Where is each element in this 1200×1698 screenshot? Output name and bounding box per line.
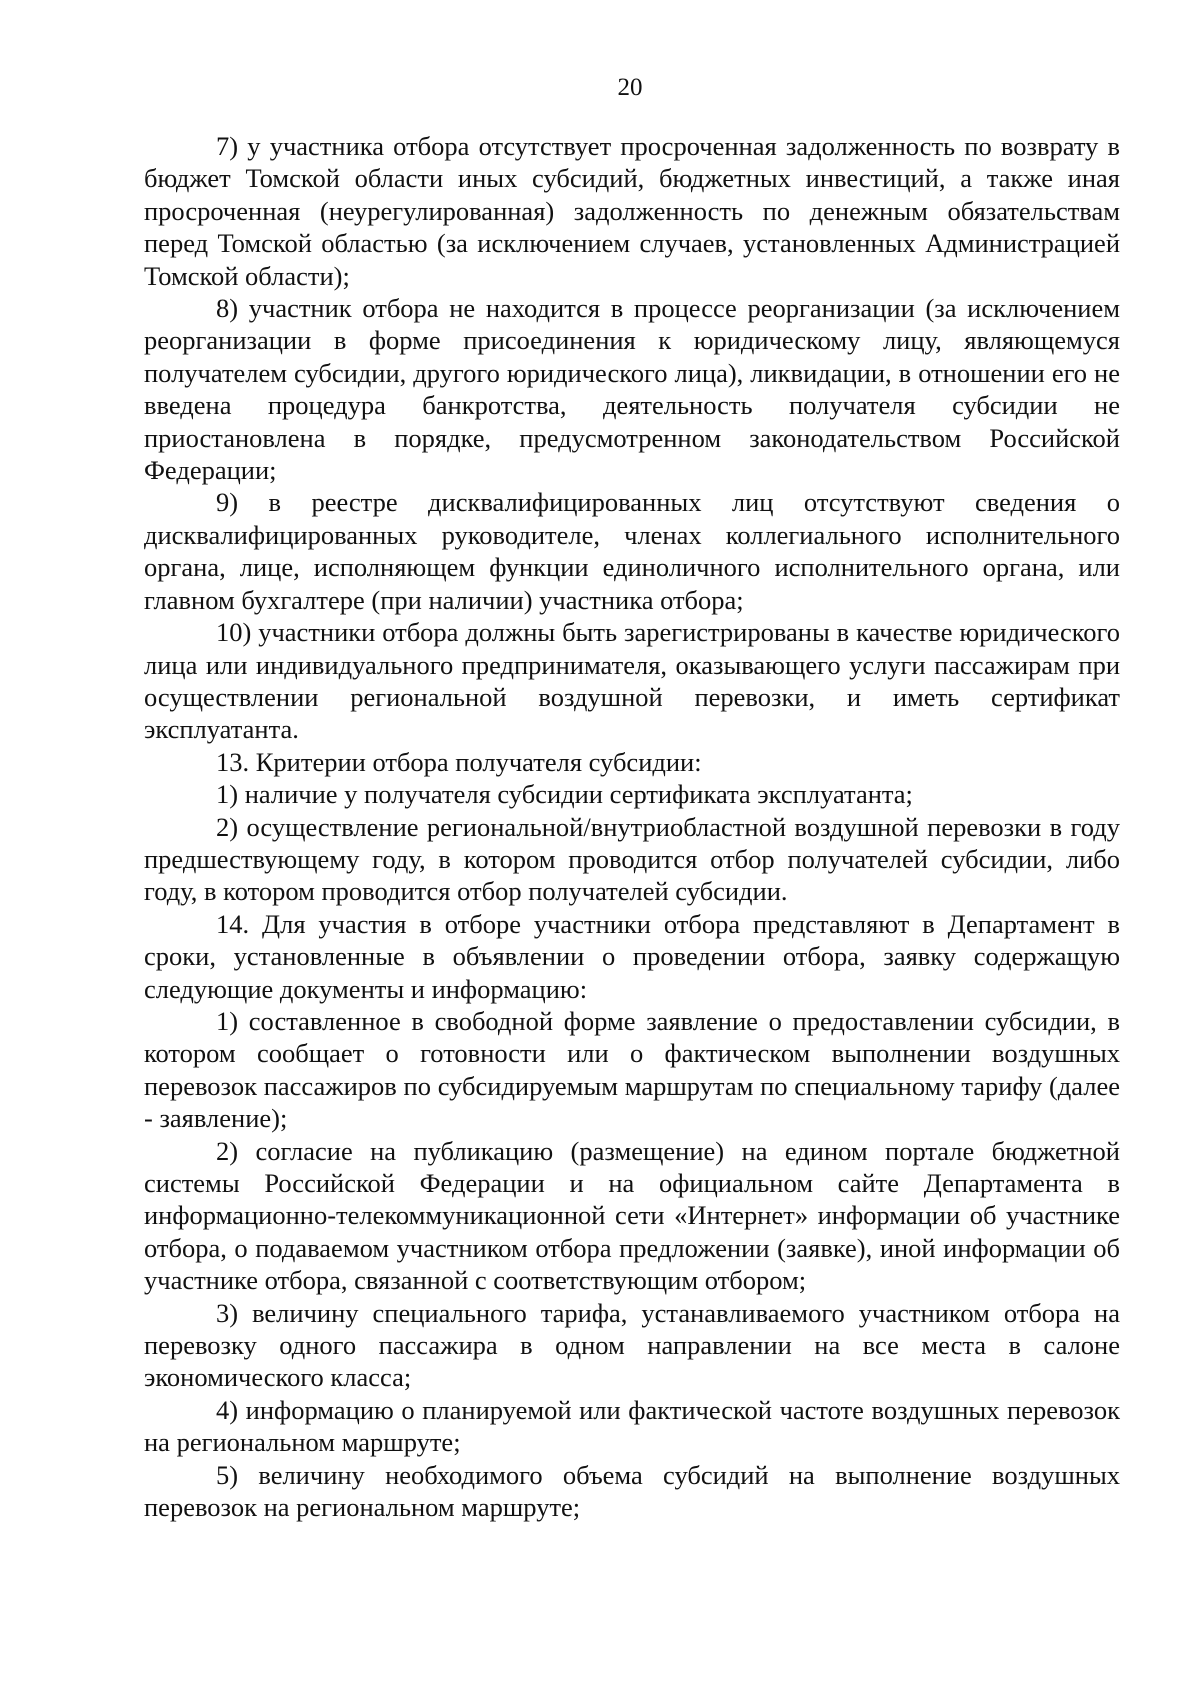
- paragraph-item-8-no-reorganization: 8) участник отбора не находится в процессе реорганизации (за исключением реорганизации в форме присоединения к юридическому лицу, являющемуся получателем субсидии, другого юридического лица), ликвидации, в отношении его не введена процедура банкротства, деятельность получателя субсидии не приостановлена в порядке, предусмотренном законодательством Российской Федерации;: [144, 293, 1120, 486]
- paragraph-doc-2-publication-consent: 2) согласие на публикацию (размещение) на едином портале бюджетной системы Российской Федерации и на официальном сайте Департамента в информационно-телекоммуникационной сети «Интернет» информации об участнике отбора, о подаваемом участником отбора предложении (заявке), иной информации об участнике отбора, связанной с соответствующим отбором;: [144, 1135, 1120, 1296]
- paragraph-section-14-application: 14. Для участия в отборе участники отбора представляют в Департамент в сроки, установленные в объявлении о проведении отбора, заявку содержащую следующие документы и информацию:: [144, 908, 1120, 1004]
- page-number: 20: [617, 74, 643, 101]
- paragraph-item-7-no-overdue-debt: 7) у участника отбора отсутствует просроченная задолженность по возврату в бюджет Томской области иных субсидий, бюджетных инвестиций, а также иная просроченная (неурегулированная) задолженность по денежным обязательствам перед Томской областью (за исключением случаев, установленных Администрацией Томской области);: [144, 131, 1120, 291]
- paragraph-item-10-registration: 10) участники отбора должны быть зарегистрированы в качестве юридического лица или индивидуального предпринимателя, оказывающего услуги пассажирам при осуществлении региональной воздушной перевозки, и иметь сертификат эксплуатанта.: [144, 617, 1120, 745]
- paragraph-doc-1-statement: 1) составленное в свободной форме заявление о предоставлении субсидии, в котором сообщает о готовности или о фактическом выполнении воздушных перевозок пассажиров по субсидируемым маршрутам по специальному тарифу (далее - заявление);: [144, 1005, 1120, 1134]
- paragraph-section-13-criteria: 13. Критерии отбора получателя субсидии:: [216, 746, 702, 777]
- paragraph-criteria-2-regional-transport: 2) осуществление региональной/внутриобластной воздушной перевозки в году предшествующему году, в котором проводится отбор получателей субсидии, либо году, в котором проводится отбор получателей субсидии.: [144, 811, 1120, 907]
- paragraph-item-9-disqualified-registry: 9) в реестре дисквалифицированных лиц отсутствуют сведения о дисквалифицированных руководителе, членах коллегиального исполнительного органа, лице, исполняющем функции единоличного исполнительного органа, или главном бухгалтере (при наличии) участника отбора;: [144, 487, 1120, 615]
- document-body: [144, 130, 1120, 1523]
- paragraph-doc-4-flight-frequency: 4) информацию о планируемой или фактической частоте воздушных перевозок на региональном маршруте;: [144, 1394, 1120, 1458]
- paragraph-doc-3-special-tariff: 3) величину специального тарифа, устанавливаемого участником отбора на перевозку одного пассажира в одном направлении на все места в салоне экономического класса;: [144, 1297, 1120, 1393]
- paragraph-doc-5-subsidy-volume: 5) величину необходимого объема субсидий на выполнение воздушных перевозок на региональном маршруте;: [144, 1459, 1120, 1523]
- paragraph-criteria-1-certificate: 1) наличие у получателя субсидии сертификата эксплуатанта;: [216, 779, 913, 810]
